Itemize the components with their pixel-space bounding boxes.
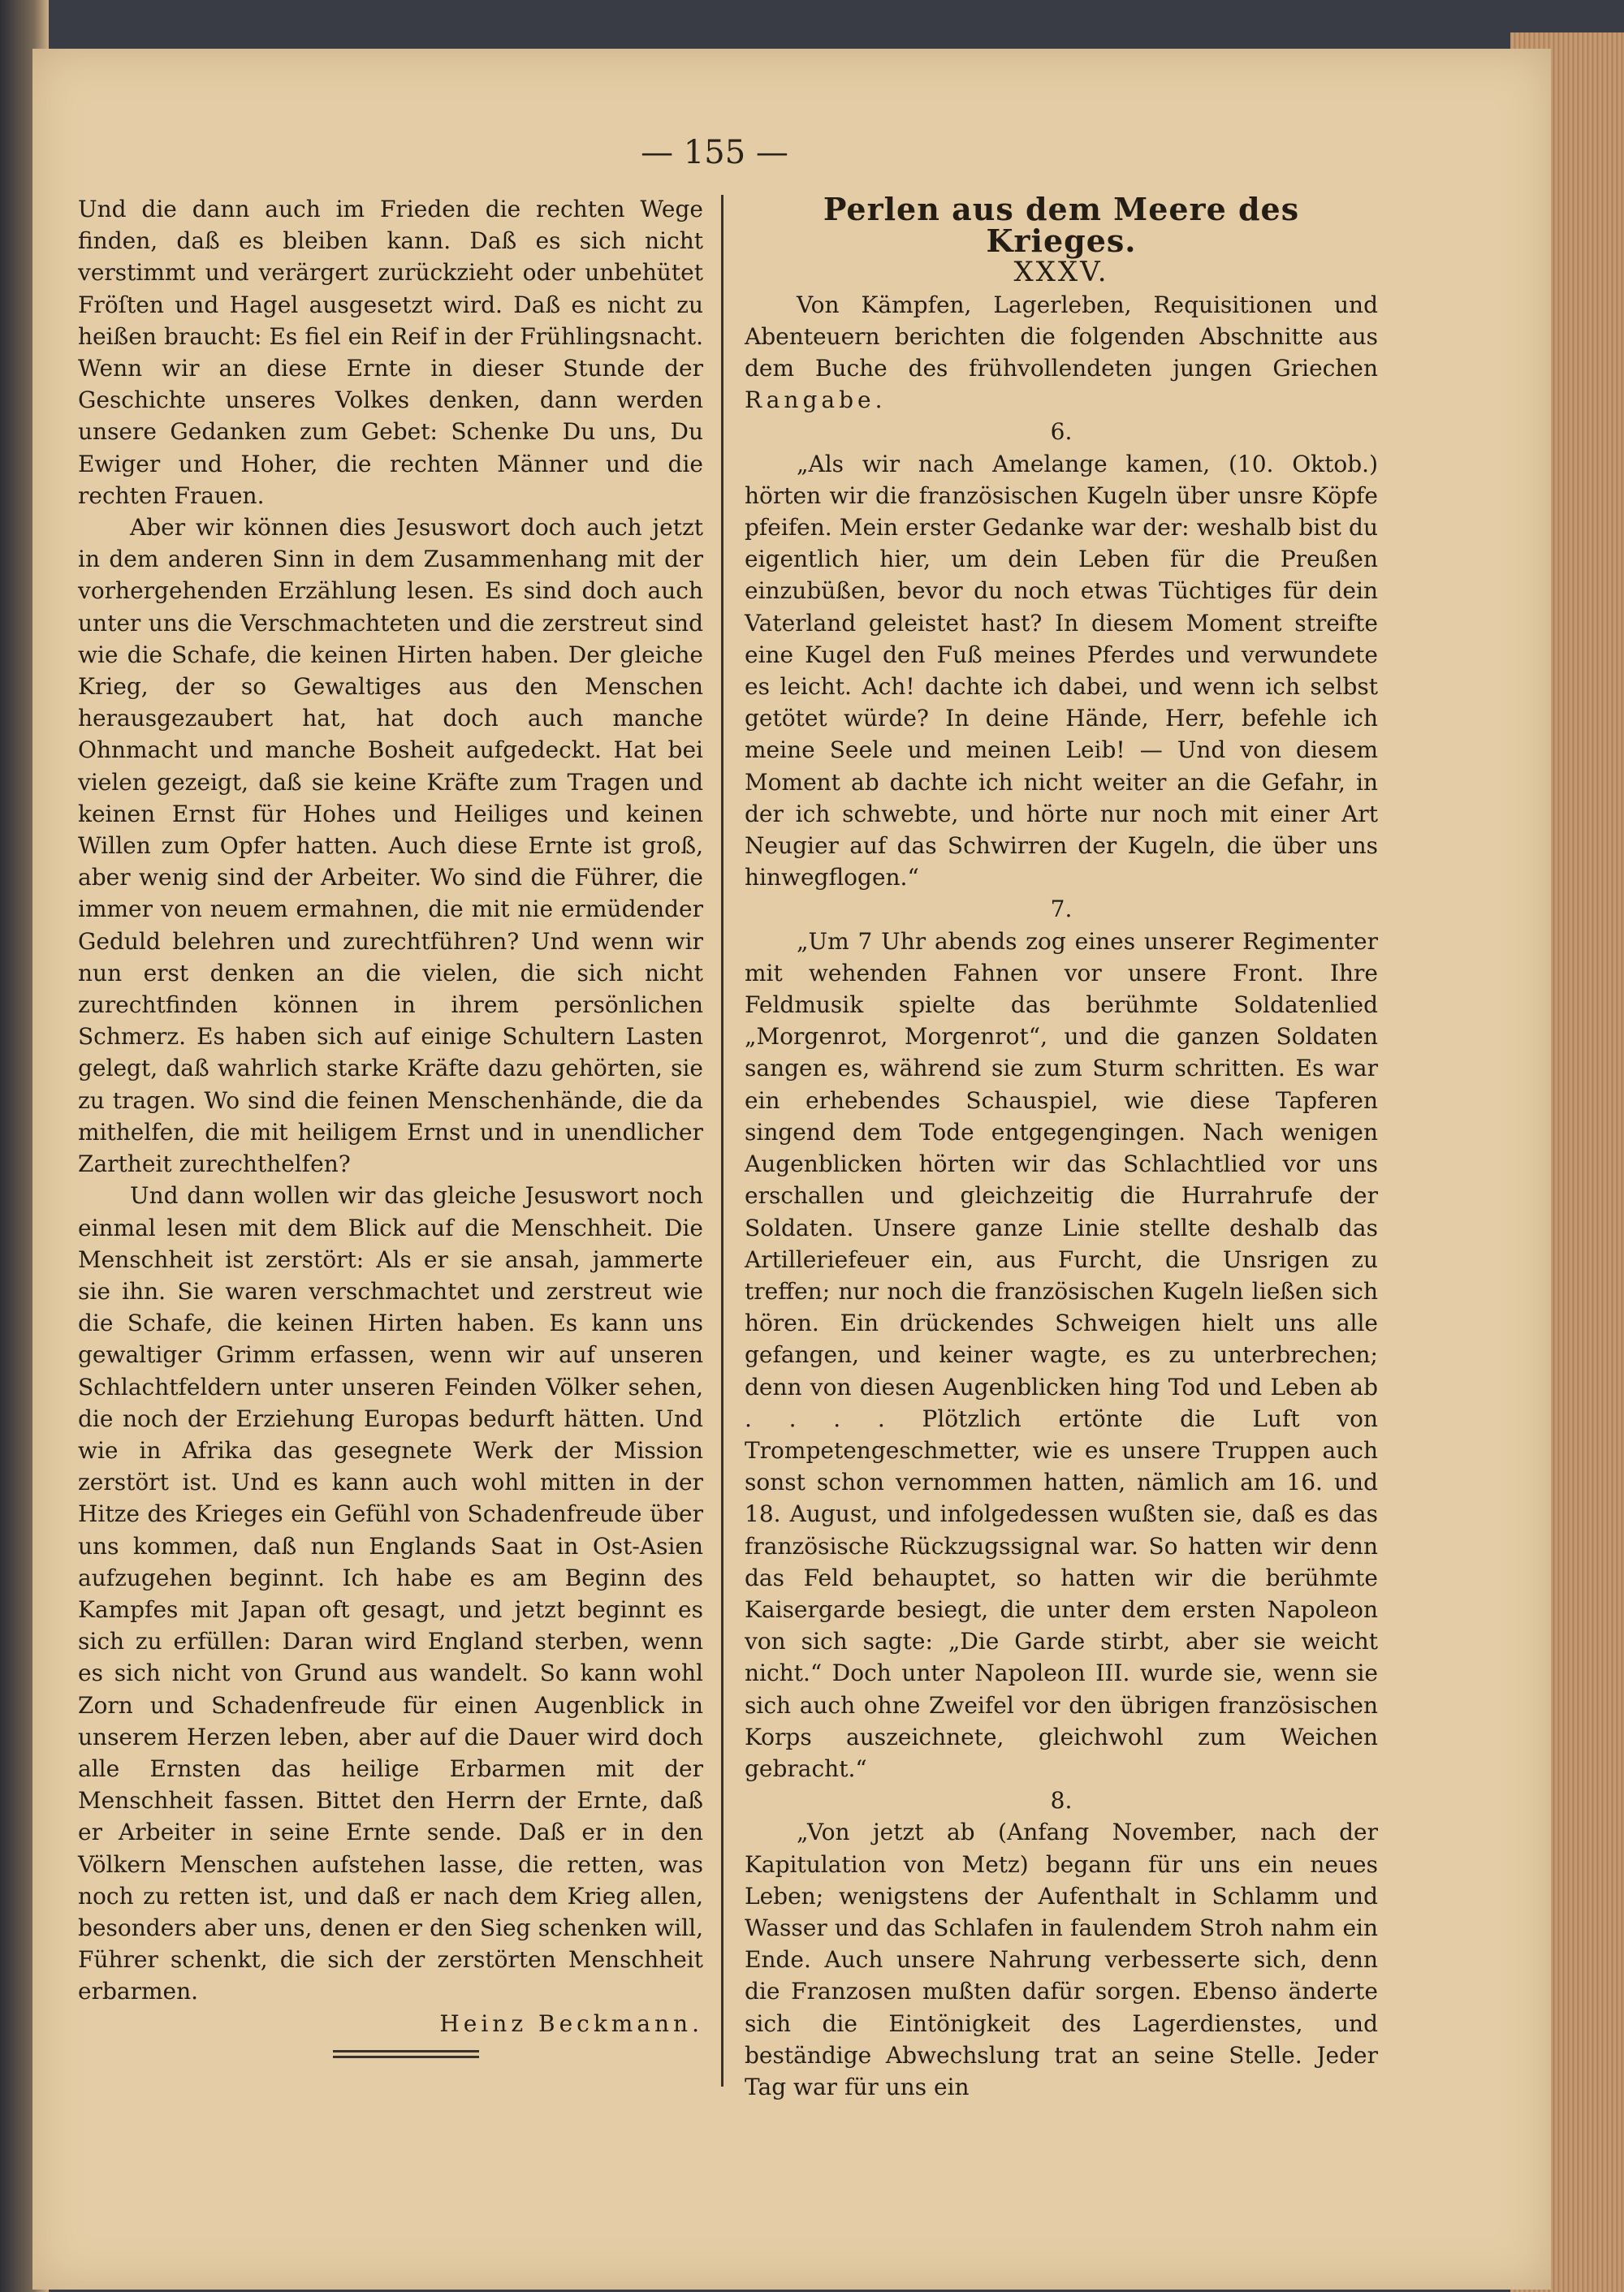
- left-column: [78, 193, 703, 2039]
- article-intro: [745, 289, 1378, 417]
- page-number: — 155 —: [641, 134, 788, 171]
- left-paragraph-2: Aber wir können dies Jesuswort doch auch jetzt in dem anderen Sinn in dem Zusammenhang mit der vorhergehenden Erzählung lesen. Es sind doch auch unter uns die Verschmachteten und die zerstreut sind wie die Schafe, die keinen Hirten haben. Der gleiche Krieg, der so Gewaltiges aus den Menschen herausgezaubert hat, hat doch auch manche Ohnmacht und manche Bosheit aufgedeckt. Hat bei vielen gezeigt, daß sie keine Kräfte zum Tragen und keinen Ernst für Hohes und Heiliges und keinen Willen zum Opfer hatten. Auch diese Ernte ist groß, aber wenig sind der Arbeiter. Wo sind die Führer, die immer von neuem ermahnen, die mit nie ermüdender Geduld belehren und zurechtführen? Und wenn wir nun erst denken an die vielen, die sich nicht zurechtfinden können in ihrem persönlichen Schmerz. Es haben sich auf einige Schultern Lasten gelegt, daß wahrlich starke Kräfte dazu gehörten, sie zu tragen. Wo sind die feinen Menschenhände, die da mithelfen, die mit heiligem Ernst und in unendlicher Zartheit zurechthelfen?: [78, 514, 703, 1178]
- left-paragraph-3: Und dann wollen wir das gleiche Jesuswort noch einmal lesen mit dem Blick auf die Menschheit. Die Menschheit ist zerstört: Als er sie ansah, jammerte sie ihn. Sie waren verschmachtet und zerstreut wie die Schafe, die keinen Hirten haben. Es kann uns gewaltiger Grimm erfassen, wenn wir auf unseren Schlachtfeldern unter unseren Feinden Völker sehen, die noch der Erziehung Europas bedurft hätten. Und wie in Afrika das gesegnete Werk der Mission zerstört ist. Und es kann auch wohl mitten in der Hitze des Krieges ein Gefühl von Schadenfreude über uns kommen, daß nun Englands Saat in Ost-Asien aufzugehen beginnt. Ich habe es am Beginn des Kampfes mit Japan oft gesagt, und jetzt beginnt es sich zu erfüllen: Daran wird England sterben, wenn es sich nicht von Grund aus wandelt. So kann wohl Zorn und Schadenfreude für einen Augenblick in unserem Herzen leben, aber auf die Dauer wird doch alle Ernsten das heilige Erbarmen mit der Menschheit fassen. Bittet den Herrn der Ernte, daß er Arbeiter in seine Ernte sende. Daß er in den Völkern Menschen aufstehen lasse, die retten, was noch zu retten ist, und daß er nach dem Krieg allen, besonders aber uns, denen er den Sieg schenken will, Führer schenkt, die sich der zerstörten Menschheit erbarmen.: [78, 1182, 703, 2005]
- column-divider: [721, 195, 723, 2087]
- section-text-8: „Von jetzt ab (Anfang November, nach der Kapitulation von Metz) begann für uns ein neues Leben; wenigstens der Aufenthalt in Schlamm und Wasser und das Schlafen in faulendem Stroh nahm ein Ende. Auch unsere Nahrung verbesserte sich, denn die Franzosen mußten dafür sorgen. Ebenso änderte sich die Eintönigkeit des Lagerdienstes, und beständige Abwechslung trat an seine Stelle. Jeder Tag war für uns ein: [745, 1819, 1378, 2100]
- section-number-8: 8.: [1050, 1787, 1073, 1815]
- intro-author-name: Rangabe.: [745, 386, 887, 414]
- section-number-7: 7.: [1050, 896, 1073, 923]
- left-paragraph-1: Und die dann auch im Frieden die rechten Wege finden, daß es bleiben kann. Daß es sich nicht verstimmt und verärgert zurückzieht oder unbehütet Fröſten und Hagel ausgesetzt wird. Daß es nicht zu heißen braucht: Es fiel ein Reif in der Frühlingsnacht. Wenn wir an diese Ernte in dieser Stunde der Geschichte unseres Volkes denken, dann werden unsere Gedanken zum Gebet: Schenke Du uns, Du Ewiger und Hoher, die rechten Männer und die rechten Frauen.: [78, 196, 703, 509]
- intro-text: Von Kämpfen, Lagerleben, Requisitionen und Abenteuern berichten die folgenden Abschnitte aus dem Buche des frühvollendeten jungen Griechen: [745, 291, 1378, 382]
- closing-double-rule: [333, 2050, 479, 2058]
- right-column: [745, 193, 1378, 2103]
- section-number-6: 6.: [1050, 418, 1073, 446]
- chapter-number: XXXV.: [1013, 256, 1109, 289]
- article-title: Perlen aus dem Meere des Krieges.: [823, 191, 1300, 260]
- section-text-6: „Als wir nach Amelange kamen, (10. Oktob.) hörten wir die französischen Kugeln über unsre Köpfe pfeifen. Mein erster Gedanke war der: weshalb bist du eigentlich hier, um dein Leben für die Preußen einzubüßen, bevor du noch etwas Tüchtiges für dein Vaterland geleistet hast? In diesem Moment streifte eine Kugel den Fuß meines Pferdes und verwundete es leicht. Ach! dachte ich dabei, und wenn ich selbst getötet würde? In deine Hände, Herr, befehle ich meine Seele und meinen Leib! — Und von diesem Moment ab dachte ich nicht weiter an die Gefahr, in der ich schwebte, und hörte nur noch mit einer Art Neugier auf das Schwirren der Kugeln, die über uns hinwegflogen.“: [745, 450, 1378, 891]
- section-text-7: „Um 7 Uhr abends zog eines unserer Regimenter mit wehenden Fahnen vor unsere Front. Ihre Feldmusik spielte das berühmte Soldatenlied „Morgenrot, Morgenrot“, und die ganzen Soldaten sangen es, während sie zum Sturm schritten. Es war ein erhebendes Schauspiel, wie diese Tapferen singend dem Tode entgegengingen. Nach wenigen Augenblicken hörten wir das Schlachtlied vor uns erschallen und gleichzeitig die Hurrahrufe der Soldaten. Unsere ganze Linie stellte deshalb das Artilleriefeuer ein, aus Furcht, die Unsrigen zu treffen; nur noch die französischen Kugeln ließen sich hören. Ein drückendes Schweigen hielt uns alle gefangen, und keiner wagte, es zu unterbrechen; denn von diesen Augenblicken hing Tod und Leben ab . . . . Plötzlich ertönte die Luft von Trompetengeschmetter, wie es unsere Truppen auch sonst schon vernommen hatten, nämlich am 16. und 18. August, und infolgedessen wußten sie, daß es das französische Rückzugssignal war. So hatten wir denn das Feld behauptet, so hatten wir die berühmte Kaisergarde besiegt, die unter dem ersten Napoleon von sich sagte: „Die Garde stirbt, aber sie weicht nicht.“ Doch unter Napoleon III. wurde sie, wenn sie sich auch ohne Zweifel vor den übrigen französischen Korps auszeichnete, gleichwohl zum Weichen gebracht.“: [745, 927, 1378, 1782]
- signature: Heinz Beckmann.: [439, 2009, 703, 2037]
